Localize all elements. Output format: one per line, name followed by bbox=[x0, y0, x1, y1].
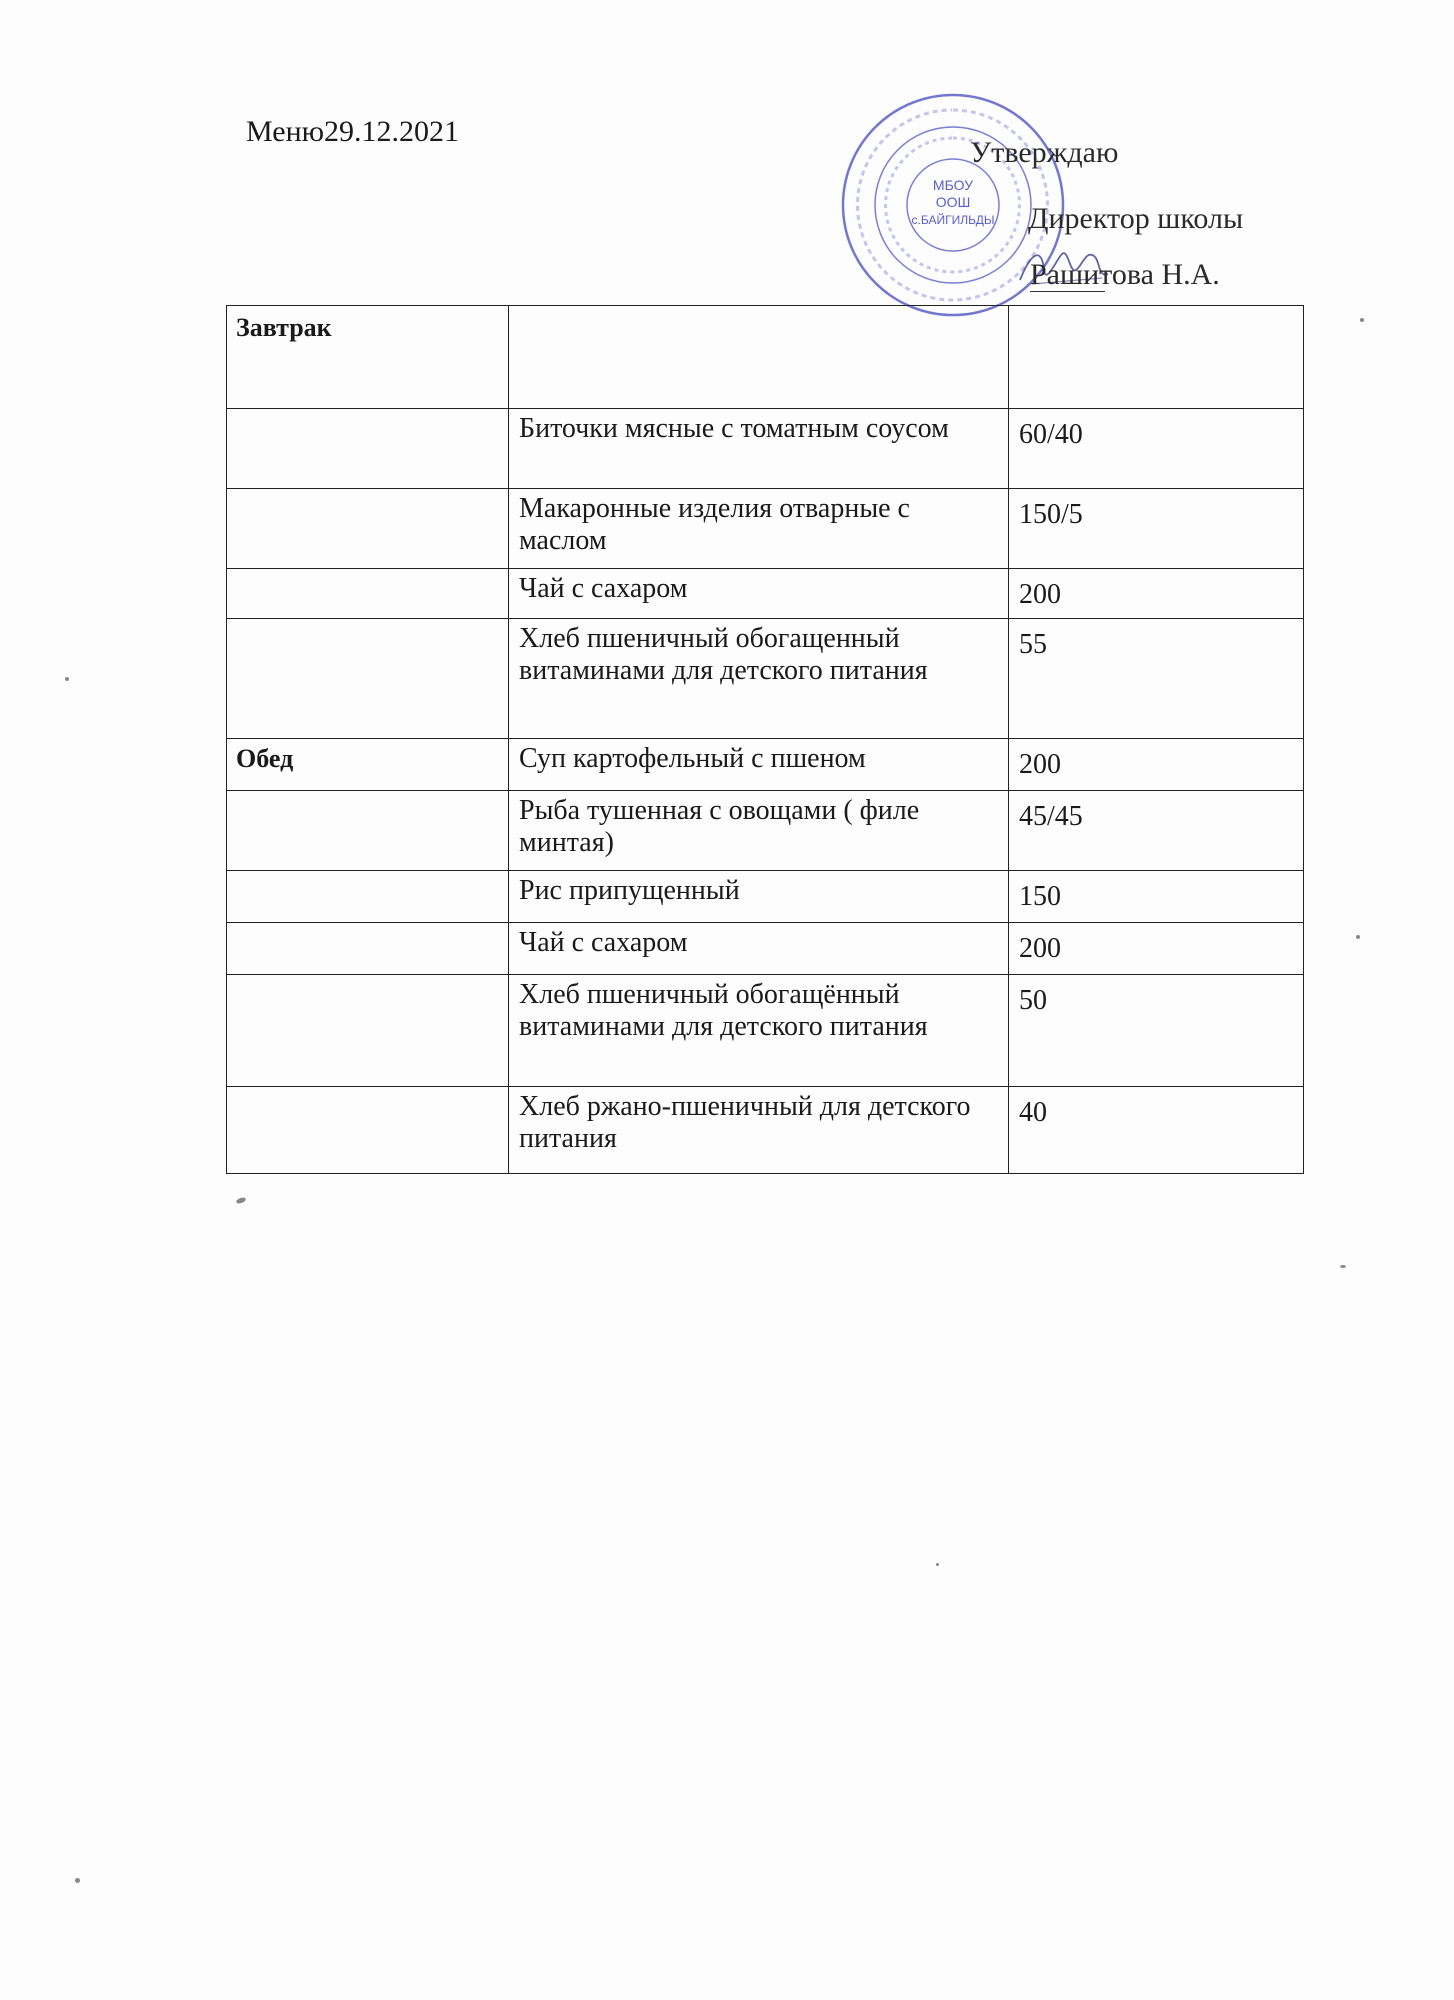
dish-cell: Хлеб ржано-пшеничный для детского питания bbox=[508, 1087, 1008, 1174]
dish-cell: Рыба тушенная с овощами ( филе минтая) bbox=[508, 791, 1008, 870]
director-name: Рашитова Н.А. bbox=[1030, 258, 1220, 291]
portion-cell: 40 bbox=[1008, 1087, 1304, 1174]
meal-cell bbox=[226, 619, 508, 738]
dish-cell: Биточки мясные с томатным соусом bbox=[508, 409, 1008, 488]
portion-cell: 55 bbox=[1008, 619, 1304, 738]
table-row bbox=[226, 790, 1304, 870]
menu-title: Меню29.12.2021 bbox=[246, 115, 460, 148]
approve-label: Утверждаю bbox=[970, 136, 1119, 169]
table-row bbox=[226, 568, 1304, 618]
director-title: Директор школы bbox=[1028, 202, 1244, 235]
portion-cell: 200 bbox=[1008, 923, 1304, 974]
meal-cell bbox=[226, 791, 508, 870]
table-row bbox=[226, 408, 1304, 488]
meal-cell: Завтрак bbox=[236, 313, 332, 342]
meal-cell bbox=[226, 923, 508, 974]
portion-cell bbox=[1008, 306, 1304, 408]
dish-cell: Хлеб пшеничный обогащенный витаминами для детского питания bbox=[508, 619, 1008, 738]
stamp-line-1: МБОУ bbox=[932, 177, 974, 193]
portion-cell: 150/5 bbox=[1008, 489, 1304, 568]
meal-cell: Обед bbox=[236, 744, 294, 773]
dish-cell bbox=[508, 306, 1008, 408]
dish-cell: Чай с сахаром bbox=[508, 569, 1008, 618]
table-row bbox=[226, 488, 1304, 568]
portion-cell: 50 bbox=[1008, 975, 1304, 1086]
meal-cell bbox=[226, 871, 508, 922]
table-row bbox=[226, 305, 1304, 408]
dish-cell: Рис припущенный bbox=[508, 871, 1008, 922]
portion-cell: 45/45 bbox=[1008, 791, 1304, 870]
stamp-line-2: ООШ bbox=[935, 194, 971, 210]
meal-cell bbox=[226, 489, 508, 568]
meal-cell bbox=[226, 409, 508, 488]
table-row bbox=[226, 738, 1304, 790]
table-row bbox=[226, 922, 1304, 974]
dish-cell: Чай с сахаром bbox=[508, 923, 1008, 974]
meal-cell bbox=[226, 569, 508, 618]
portion-cell: 150 bbox=[1008, 871, 1304, 922]
portion-cell: 200 bbox=[1008, 569, 1304, 618]
portion-cell: 200 bbox=[1008, 739, 1304, 790]
table-row bbox=[226, 870, 1304, 922]
meal-cell bbox=[226, 975, 508, 1086]
dish-cell: Макаронные изделия отварные с маслом bbox=[508, 489, 1008, 568]
dish-cell: Суп картофельный с пшеном bbox=[508, 739, 1008, 790]
table-row bbox=[226, 1086, 1304, 1174]
dish-cell: Хлеб пшеничный обогащённый витаминами для детского питания bbox=[508, 975, 1008, 1086]
stamp-line-3: с.БАЙГИЛЬДЫ bbox=[911, 213, 995, 227]
table-row bbox=[226, 974, 1304, 1086]
meal-cell bbox=[226, 1087, 508, 1174]
portion-cell: 60/40 bbox=[1008, 409, 1304, 488]
table-row bbox=[226, 618, 1304, 738]
